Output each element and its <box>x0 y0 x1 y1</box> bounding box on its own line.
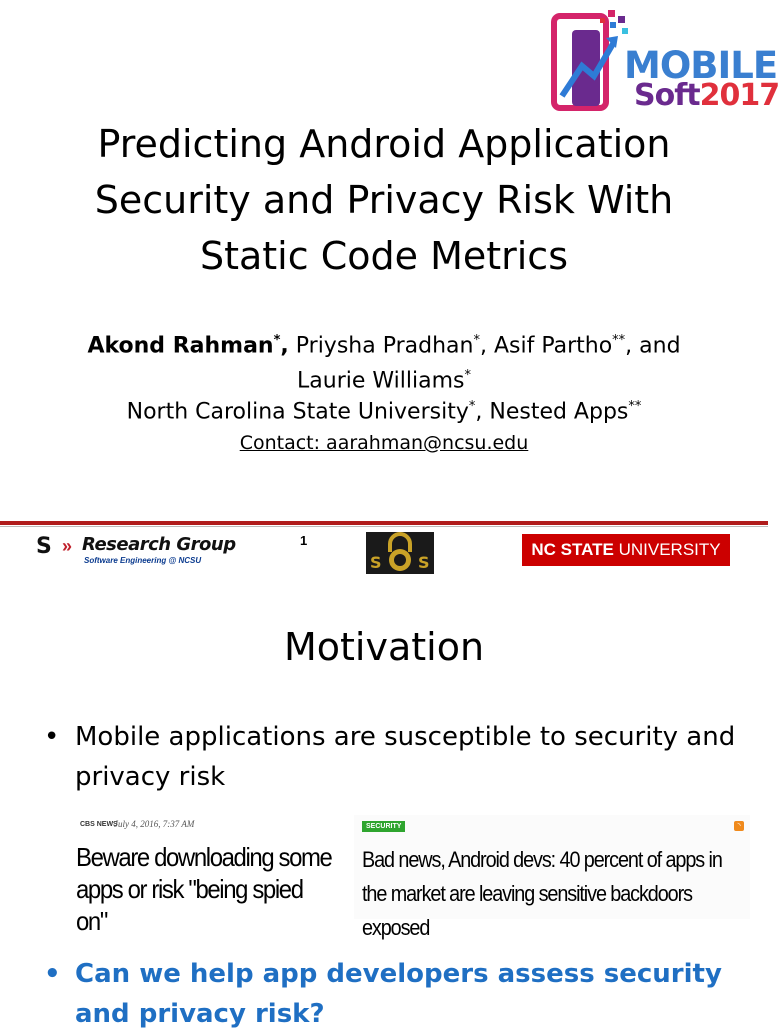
title-line-1: Predicting Android Application <box>97 122 671 166</box>
research-group-subtitle: Software Engineering @ NCSU <box>84 556 202 565</box>
author-3: Asif Partho <box>493 333 613 359</box>
footer-divider <box>0 521 768 525</box>
bullet-dot-icon: • <box>44 722 60 752</box>
double-arrow-icon: » <box>62 536 73 556</box>
footer-divider-thin <box>0 526 768 527</box>
mobilesoft-logo-line1: MOBILE <box>624 44 778 87</box>
news-headline-left: Beware downloading some apps or risk "being spied on" <box>76 842 332 936</box>
bullet-text: Mobile applications are susceptible to security and privacy risk <box>75 722 736 792</box>
research-group-name: Research Group <box>82 534 236 555</box>
bullet-item-question <box>44 954 744 1034</box>
author-4-mark: * <box>464 368 471 384</box>
contact-email-link[interactable]: Contact: aarahman@ncsu.edu <box>239 432 529 454</box>
news-headlines-image <box>70 815 750 940</box>
security-tag: SECURITY <box>362 821 405 832</box>
author-and: and <box>639 333 681 359</box>
affiliation-2: Nested Apps <box>489 399 629 425</box>
se-logo-icon: S <box>36 534 52 559</box>
page-number: 1 <box>300 533 308 548</box>
mobilesoft-logo-line2 <box>634 78 779 113</box>
news-headline-right: Bad news, Android devs: 40 percent of apps in the market are leaving sensitive backdoors exposed <box>362 847 722 940</box>
author-list: Akond Rahman*, Priysha Pradhan*, Asif Partho**, and Laurie Williams* <box>87 333 681 394</box>
author-2: Priysha Pradhan <box>295 333 474 359</box>
author-3-mark: ** <box>612 333 626 348</box>
ncstate-logo-rest: UNIVERSITY <box>618 540 721 559</box>
ncstate-logo <box>522 534 730 566</box>
svg-text:S: S <box>418 553 430 572</box>
paper-title <box>40 116 728 284</box>
title-line-2: Security and Privacy Risk With <box>94 178 674 222</box>
mobilesoft-mark-icon <box>552 8 630 112</box>
author-1-mark: * <box>273 333 281 348</box>
title-line-3: Static Code Metrics <box>199 234 569 278</box>
affiliations: North Carolina State University*, Nested Apps** <box>126 399 642 425</box>
mobilesoft-logo-soft: Soft <box>634 78 700 113</box>
author-4: Laurie Williams <box>297 368 465 394</box>
author-1: Akond Rahman <box>87 333 274 359</box>
news-clip-cbs <box>70 815 354 936</box>
news-date: July 4, 2016, 7:37 AM <box>114 819 195 829</box>
slide-title: Motivation <box>283 625 485 669</box>
news-source: CBS NEWS <box>80 821 118 828</box>
ncstate-logo-bold: NC STATE <box>531 540 614 559</box>
research-group-logo <box>36 534 246 570</box>
bullet-text-question: Can we help app developers assess security and privacy risk? <box>75 959 722 1029</box>
motivation-slide <box>0 577 768 1029</box>
rss-icon: ◝ <box>734 821 744 831</box>
bullet-item <box>44 717 744 797</box>
mobilesoft-logo <box>552 4 779 113</box>
affiliation-2-mark: ** <box>628 399 642 414</box>
news-clip-security <box>354 815 750 940</box>
affiliation-1-mark: * <box>468 399 476 414</box>
mobilesoft-logo-year: 2017 <box>699 78 779 113</box>
affiliation-1: North Carolina State University <box>126 399 469 425</box>
author-2-mark: * <box>473 333 480 348</box>
sos-lock-logo-icon <box>366 532 434 574</box>
svg-text:S: S <box>370 553 382 572</box>
bullet-dot-icon: • <box>44 959 61 989</box>
